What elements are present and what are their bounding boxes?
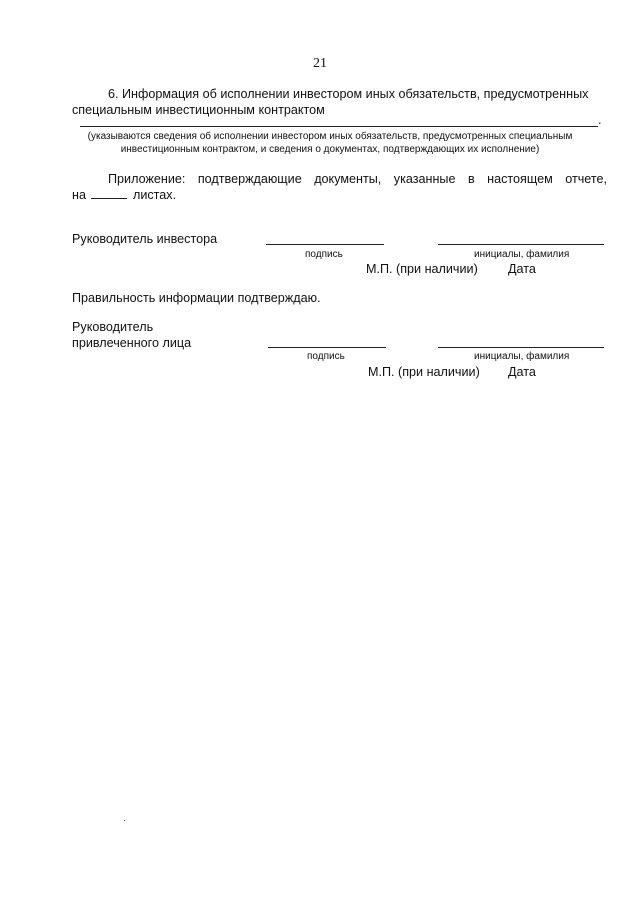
attracted-name-caption: инициалы, фамилия [474, 351, 570, 362]
page-number: 21 [313, 56, 327, 71]
section6-heading-line1: 6. Информация об исполнении инвестором иных обязательств, предусмотренных [108, 87, 589, 101]
attracted-head-label-line2: привлеченного лица [72, 336, 192, 350]
investor-signature-caption: подпись [305, 249, 343, 260]
section6-fill-line-end: . [598, 113, 602, 127]
attracted-date: Дата [508, 365, 536, 379]
appendix-line2 [72, 187, 176, 203]
investor-stamp: М.П. (при наличии) [366, 262, 478, 276]
appendix-prefix: на [72, 188, 86, 202]
attracted-name-line [438, 347, 604, 348]
investor-name-line [438, 244, 604, 245]
attracted-signature-caption: подпись [307, 351, 345, 362]
scan-speck [124, 820, 125, 821]
attracted-stamp: М.П. (при наличии) [368, 365, 480, 379]
investor-signature-line [266, 244, 384, 245]
section6-note-line2: инвестиционным контрактом, и сведения о документах, подтверждающих их исполнение) [120, 144, 540, 155]
appendix-sheets-blank [91, 187, 127, 199]
investor-name-caption: инициалы, фамилия [474, 249, 570, 260]
investor-date: Дата [508, 262, 536, 276]
appendix-suffix: листах. [132, 188, 177, 202]
confirmation-text: Правильность информации подтверждаю. [72, 291, 321, 305]
attracted-signature-line [268, 347, 386, 348]
attracted-head-label-line1: Руководитель [72, 320, 154, 334]
appendix-line1: Приложение: подтверждающие документы, указанные в настоящем отчете, [108, 172, 607, 186]
section6-note-line1: (указываются сведения об исполнении инвестором иных обязательств, предусмотренных специальным [87, 131, 573, 142]
section6-fill-line [80, 126, 598, 127]
section6-heading-line2: специальным инвестиционным контрактом [72, 103, 325, 117]
investor-head-label: Руководитель инвестора [72, 232, 218, 246]
